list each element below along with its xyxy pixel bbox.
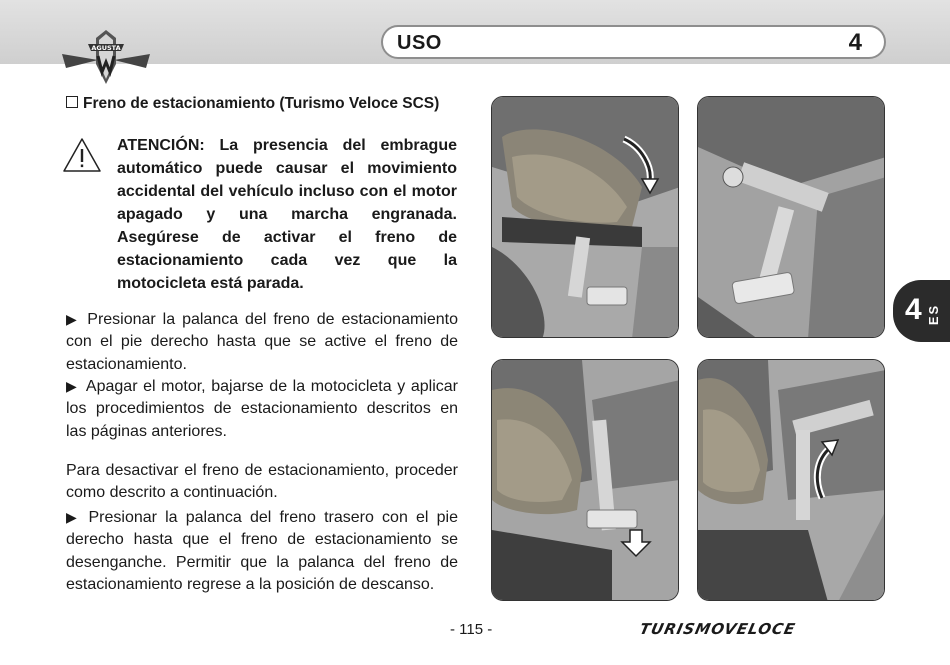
logo-text: AGUSTA [91,44,121,52]
warning-triangle-icon [62,137,102,173]
tab-language: ES [926,303,942,326]
step-1-text: Presionar la palanca del freno de estacionamiento con el pie derecho hasta que se active el freno de estacionamiento. [66,311,458,373]
step-2 [66,375,458,443]
photo-press-rear-brake [491,359,679,601]
photo-parking-lever-closeup [697,96,885,338]
deactivate-intro-text: Para desactivar el freno de estacionamiento, proceder como descrito a continuación. [66,462,458,502]
section-title: USO [397,32,442,54]
brand-wordmark: TURISMOVELOCE [638,620,798,638]
step-1 [66,308,458,376]
bullet-arrow-icon: ▶ [66,311,80,327]
section-heading [66,95,439,113]
photo-press-parking-lever [491,96,679,338]
section-title-bar [381,25,886,59]
checkbox-icon [66,96,78,108]
warning-block [117,134,457,295]
photo-lever-release [697,359,885,601]
chapter-tab [893,280,950,342]
mv-agusta-logo [58,24,154,90]
tab-chapter-number: 4 [905,293,922,326]
section-heading-text: Freno de estacionamiento (Turismo Veloce SCS) [83,95,440,112]
chapter-number: 4 [848,29,862,56]
page-number: - 115 - [450,621,493,638]
bullet-arrow-icon: ▶ [66,509,81,525]
deactivate-step [66,506,458,597]
warning-text: La presencia del embrague automático puede causar el movimiento accidental del vehículo incluso con el motor apagado y una marcha engranada. Asegúrese de activar el freno de estacionamiento cada vez que la motocicleta está parada. [117,137,457,292]
deactivate-step-text: Presionar la palanca del freno trasero con el pie derecho hasta que el freno de estacionamiento se desenganche. Permitir que la palanca del freno de estacionamiento regrese a la posición de descanso. [66,509,458,594]
step-2-text: Apagar el motor, bajarse de la motocicleta y aplicar los procedimientos de estacionamiento descritos en las páginas anteriores. [66,378,458,440]
deactivate-intro [66,460,458,505]
warning-label: ATENCIÓN: [117,137,205,154]
bullet-arrow-icon: ▶ [66,378,78,394]
